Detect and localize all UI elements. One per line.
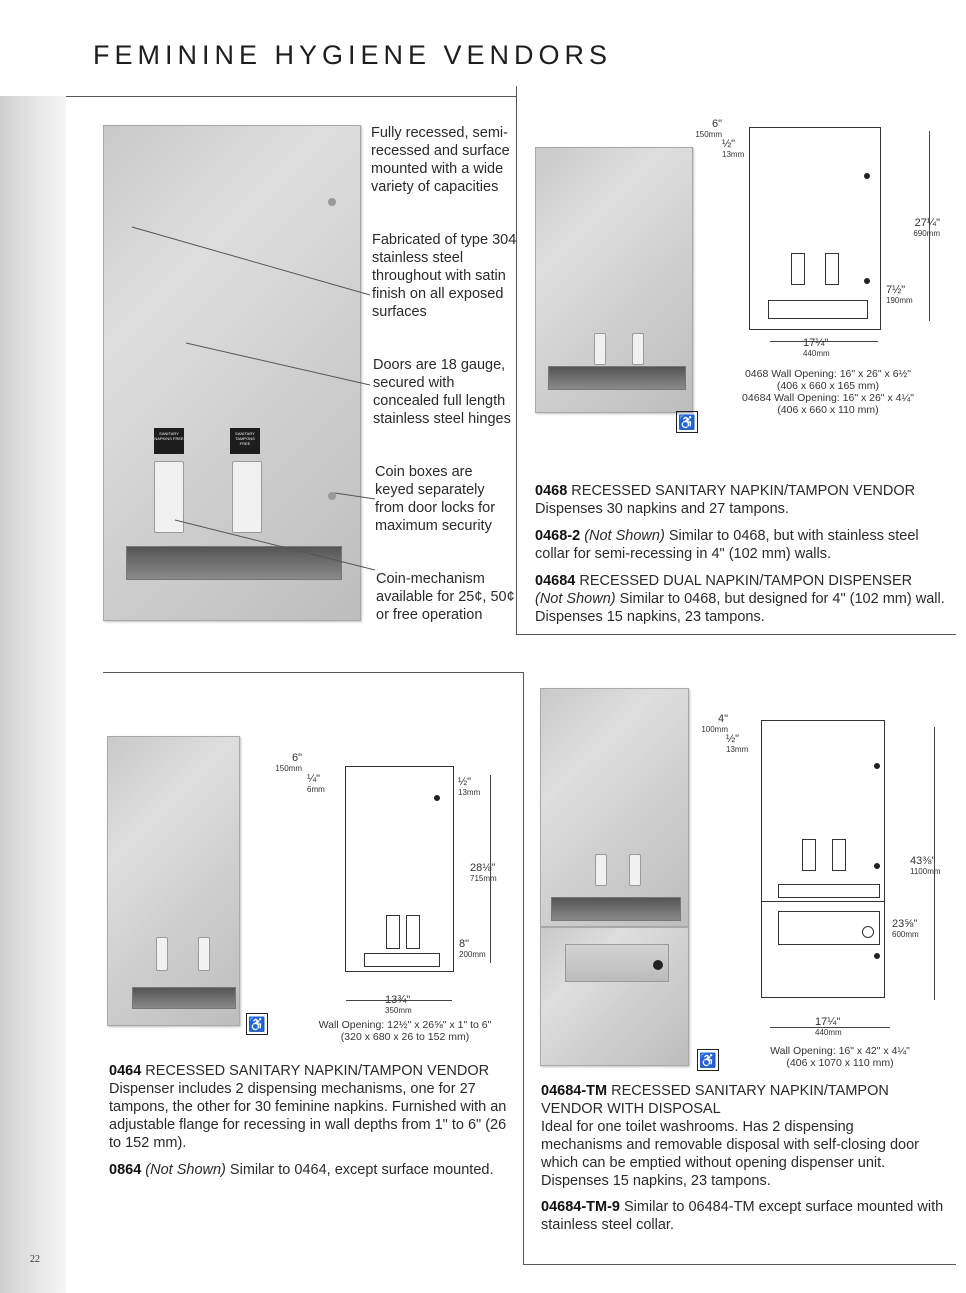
lock-icon xyxy=(874,953,880,959)
feature-callout: Doors are 18 gauge, secured with concealed full length stainless steel hinges xyxy=(373,357,511,427)
dim-lower: 23⅝" 600mm xyxy=(892,918,919,939)
side-gradient-bar xyxy=(0,96,66,1293)
wall-opening: Wall Opening: 12½" x 26⅝" x 1" to 6" (320 x 680 x 26 to 152 mm) xyxy=(318,1019,492,1043)
dim-flange: ½" 13mm xyxy=(722,138,745,159)
variant-0864 xyxy=(109,1161,519,1179)
page-number: 22 xyxy=(30,1254,40,1265)
product-desc: Dispenser includes 2 dispensing mechanisms, one for 27 tampons, the other for 30 feminine napkins. Furnished with an adjustable flange for recessing in wall depths from 1" to 6" (26 to 152 mm). xyxy=(109,1081,507,1151)
divider xyxy=(103,672,523,673)
product-photo-04684-tm-disposal xyxy=(540,927,689,1066)
divider xyxy=(523,1264,956,1265)
delivery-tray xyxy=(548,366,686,390)
page-title: FEMININE HYGIENE VENDORS xyxy=(93,40,613,70)
product-0468-description xyxy=(535,482,950,518)
product-desc: Ideal for one toilet washrooms. Has 2 dispensing mechanisms and removable disposal with self-closing door which can be emptied without opening dispenser unit. Dispenses 15 napkins, 23 tampons. xyxy=(541,1119,919,1189)
delivery-tray xyxy=(364,953,440,967)
coin-mechanism-left xyxy=(791,253,805,285)
not-shown-note: (Not Shown) xyxy=(584,528,665,544)
dim-height: 28⅛" 715mm xyxy=(470,862,497,883)
coin-mechanism-right xyxy=(632,333,644,365)
product-name: RECESSED SANITARY NAPKIN/TAMPON VENDOR WITH DISPOSAL xyxy=(541,1083,889,1117)
coin-mechanism-left xyxy=(386,915,400,949)
dim-width: 17¼" 440mm xyxy=(815,1016,842,1037)
lock-icon xyxy=(328,198,336,206)
dimension-drawing-0464 xyxy=(345,766,454,972)
callout-leader-lines xyxy=(120,215,380,575)
delivery-tray xyxy=(132,987,236,1009)
model-number: 04684 xyxy=(535,573,576,589)
model-number: 0864 xyxy=(109,1162,142,1178)
delivery-tray xyxy=(768,300,868,319)
product-04684-tm-description xyxy=(541,1082,926,1190)
variant-text: Similar to 0468, but designed for 4" (102 mm) wall. Dispenses 15 napkins, 23 tampons. xyxy=(535,591,945,625)
dim-height: 27¼" 690mm xyxy=(913,217,940,238)
product-0464-description xyxy=(109,1062,519,1152)
coin-mechanism-left xyxy=(802,839,816,871)
dim-depth: 6" 150mm xyxy=(275,752,302,773)
dim-height: 43⅜" 1100mm xyxy=(910,855,941,876)
product-photo-0468 xyxy=(535,147,693,413)
coin-mechanism-right xyxy=(629,854,641,886)
product-desc: Dispenses 30 napkins and 27 tampons. xyxy=(535,501,789,517)
accessibility-icon: ♿ xyxy=(676,411,698,433)
lock-icon xyxy=(862,926,874,938)
dimension-drawing-0468 xyxy=(749,127,881,330)
dim-flange: ½" 13mm xyxy=(458,776,481,797)
lock-icon xyxy=(874,763,880,769)
model-number: 04684-TM xyxy=(541,1083,608,1099)
feature-callout: Coin-mechanism available for 25¢, 50¢ or free operation xyxy=(376,571,515,623)
delivery-tray xyxy=(778,884,880,898)
dim-lower: 8" 200mm xyxy=(459,938,486,959)
lock-icon xyxy=(434,795,440,801)
variant-text: Similar to 0468, but with stainless steel collar for semi-recessing in 4" (102 mm) walls. xyxy=(535,528,919,562)
product-photo-04684-tm-upper xyxy=(540,688,689,927)
dim-width: 17¼" 440mm xyxy=(803,337,830,358)
lock-icon xyxy=(864,278,870,284)
accessibility-icon: ♿ xyxy=(697,1049,719,1071)
accessibility-icon: ♿ xyxy=(246,1013,268,1035)
napkin-label: SANITARY NAPKINS FREE xyxy=(154,428,184,454)
dim-width: 13¾" 350mm xyxy=(385,994,412,1015)
dim-lower: 7½" 190mm xyxy=(886,284,913,305)
product-photo-0464 xyxy=(107,736,240,1026)
lock-icon xyxy=(653,960,663,970)
wall-opening: Wall Opening: 16" x 42" x 4¼" (406 x 1070 x 110 mm) xyxy=(770,1045,910,1069)
tampon-label: SANITARY TAMPONS FREE xyxy=(230,428,260,454)
model-number: 0468-2 xyxy=(535,528,581,544)
dim-flange: ½" 13mm xyxy=(726,733,749,754)
dimension-drawing-04684-tm xyxy=(761,720,885,998)
divider xyxy=(516,86,517,634)
coin-mechanism-right xyxy=(406,915,420,949)
variant-0468-2 xyxy=(535,527,950,563)
coin-mechanism-right xyxy=(198,937,210,971)
coin-mechanism-right xyxy=(832,839,846,871)
divider xyxy=(516,634,956,635)
divider xyxy=(523,672,524,1264)
section-divider xyxy=(762,901,884,902)
coin-mechanism-left xyxy=(595,854,607,886)
variant-text: Similar to 0464, except surface mounted. xyxy=(229,1162,494,1178)
lock-icon xyxy=(874,863,880,869)
coin-mechanism-left xyxy=(594,333,606,365)
dim-depth: 4" 100mm xyxy=(701,713,728,734)
model-number: 0468 xyxy=(535,483,568,499)
variant-04684 xyxy=(535,572,950,626)
not-shown-note: (Not Shown) xyxy=(145,1162,226,1178)
model-number: 04684-TM-9 xyxy=(541,1199,620,1215)
product-name: RECESSED SANITARY NAPKIN/TAMPON VENDOR xyxy=(145,1063,490,1079)
not-shown-note: (Not Shown) xyxy=(535,591,616,607)
product-name: RECESSED DUAL NAPKIN/TAMPON DISPENSER xyxy=(579,573,913,589)
dim-inner: ¼" 6mm xyxy=(307,773,325,794)
divider xyxy=(66,96,516,97)
variant-text: Similar to 06484-TM except surface mounted with stainless steel collar. xyxy=(541,1199,944,1233)
delivery-tray xyxy=(551,897,681,921)
coin-mechanism-right xyxy=(825,253,839,285)
feature-callout: Fabricated of type 304 stainless steel throughout with satin finish on all exposed surfaces xyxy=(372,232,517,320)
dim-depth: 6" 150mm xyxy=(695,118,722,139)
lock-icon xyxy=(864,173,870,179)
feature-callout: Fully recessed, semi-recessed and surface mounted with a wide variety of capacities xyxy=(371,125,510,195)
variant-04684-tm-9 xyxy=(541,1198,951,1234)
model-number: 0464 xyxy=(109,1063,142,1079)
coin-mechanism-left xyxy=(156,937,168,971)
feature-callout: Coin boxes are keyed separately from door locks for maximum security xyxy=(375,464,496,534)
wall-opening: 0468 Wall Opening: 16" x 26" x 6½" (406 x 660 x 165 mm) 04684 Wall Opening: 16" x 26" x 4¼" (406 x 660 x 110 mm) xyxy=(742,368,914,416)
product-name: RECESSED SANITARY NAPKIN/TAMPON VENDOR xyxy=(571,483,916,499)
